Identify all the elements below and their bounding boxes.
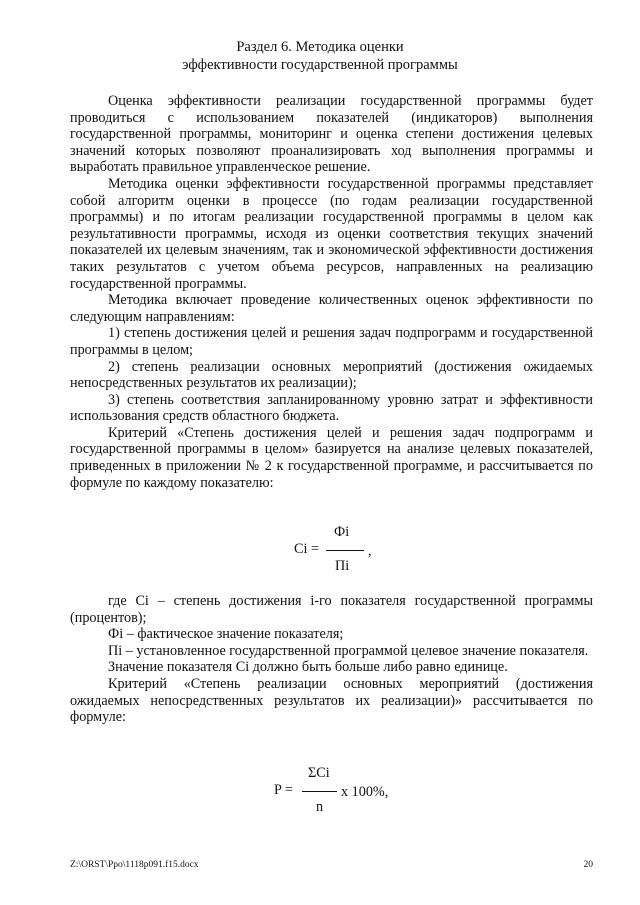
paragraph: Оценка эффективности реализации государственной программы будет проводиться с использованием показателей (индикаторов) выполнения государственной программы, мониторинг и оценка степени достижения целевых значений которых позволяют проанализировать ход выполнения программы и выработать правильное управленческое решение. (70, 93, 593, 176)
list-item: 2) степень реализации основных мероприятий (достижения ожидаемых непосредственных результатов их реализации); (70, 358, 593, 392)
footer-file-path: Z:\ORST\Ppo\1118p091.f15.docx (70, 860, 199, 870)
paragraph: Методика оценки эффективности государственной программы представляет собой алгоритм оценки в процессе (по годам реализации государственной программы) и по итогам реализации государственной программы в целом как результативности программы, исходя из оценки соответствия текущих значений показателей их целевым значениям, так и экономической эффективности достижения таких результатов с учетом объема ресурсов, направленных на реализацию государственной программы. (70, 175, 593, 292)
paragraph: Значение показателя Ci должно быть больше либо равно единице. (108, 659, 508, 676)
body-text-block-2 (70, 593, 593, 726)
paragraph: Критерий «Степень достижения целей и решения задач подпрограмм и государственной программы в целом» базируется на анализе целевых показателей, приведенных в приложении № 2 к государственной программе, и рассчитывается по формуле по каждому показателю: (70, 424, 593, 491)
paragraph: Критерий «Степень реализации основных мероприятий (достижения ожидаемых непосредственных результатов их реализации)» рассчитывается по формуле: (70, 675, 593, 726)
list-item: 3) степень соответствия запланированному уровню затрат и эффективности использования средств областного бюджета. (70, 391, 593, 425)
list-item: 1) степень достижения целей и решения задач подпрограмм и государственной программы в целом; (70, 325, 593, 358)
paragraph: Методика включает проведение количественных оценок эффективности по следующим направлениям: (70, 292, 593, 325)
formula-denominator: Пi (335, 558, 350, 574)
formula-lhs: Ci = (294, 541, 319, 557)
section-title: Раздел 6. Методика оценки (236, 39, 404, 55)
formula-lhs: P = (274, 782, 293, 798)
formula-tail: x 100%, (341, 784, 389, 800)
section-subtitle: эффективности государственной программы (182, 57, 458, 73)
formula-numerator: ΣCi (308, 765, 330, 781)
paragraph: где Ci – степень достижения i-го показателя государственной программы (процентов); (70, 593, 593, 626)
page-number: 20 (583, 860, 593, 870)
paragraph: Пi – установленное государственной программой целевое значение показателя. (108, 642, 589, 659)
fraction-line (302, 791, 337, 792)
fraction-line (326, 550, 364, 551)
body-text-block-1 (70, 93, 593, 491)
paragraph: Фi – фактическое значение показателя; (108, 626, 344, 643)
formula-denominator: n (316, 799, 324, 815)
formula-tail: , (368, 543, 372, 559)
formula-numerator: Фi (334, 524, 350, 540)
